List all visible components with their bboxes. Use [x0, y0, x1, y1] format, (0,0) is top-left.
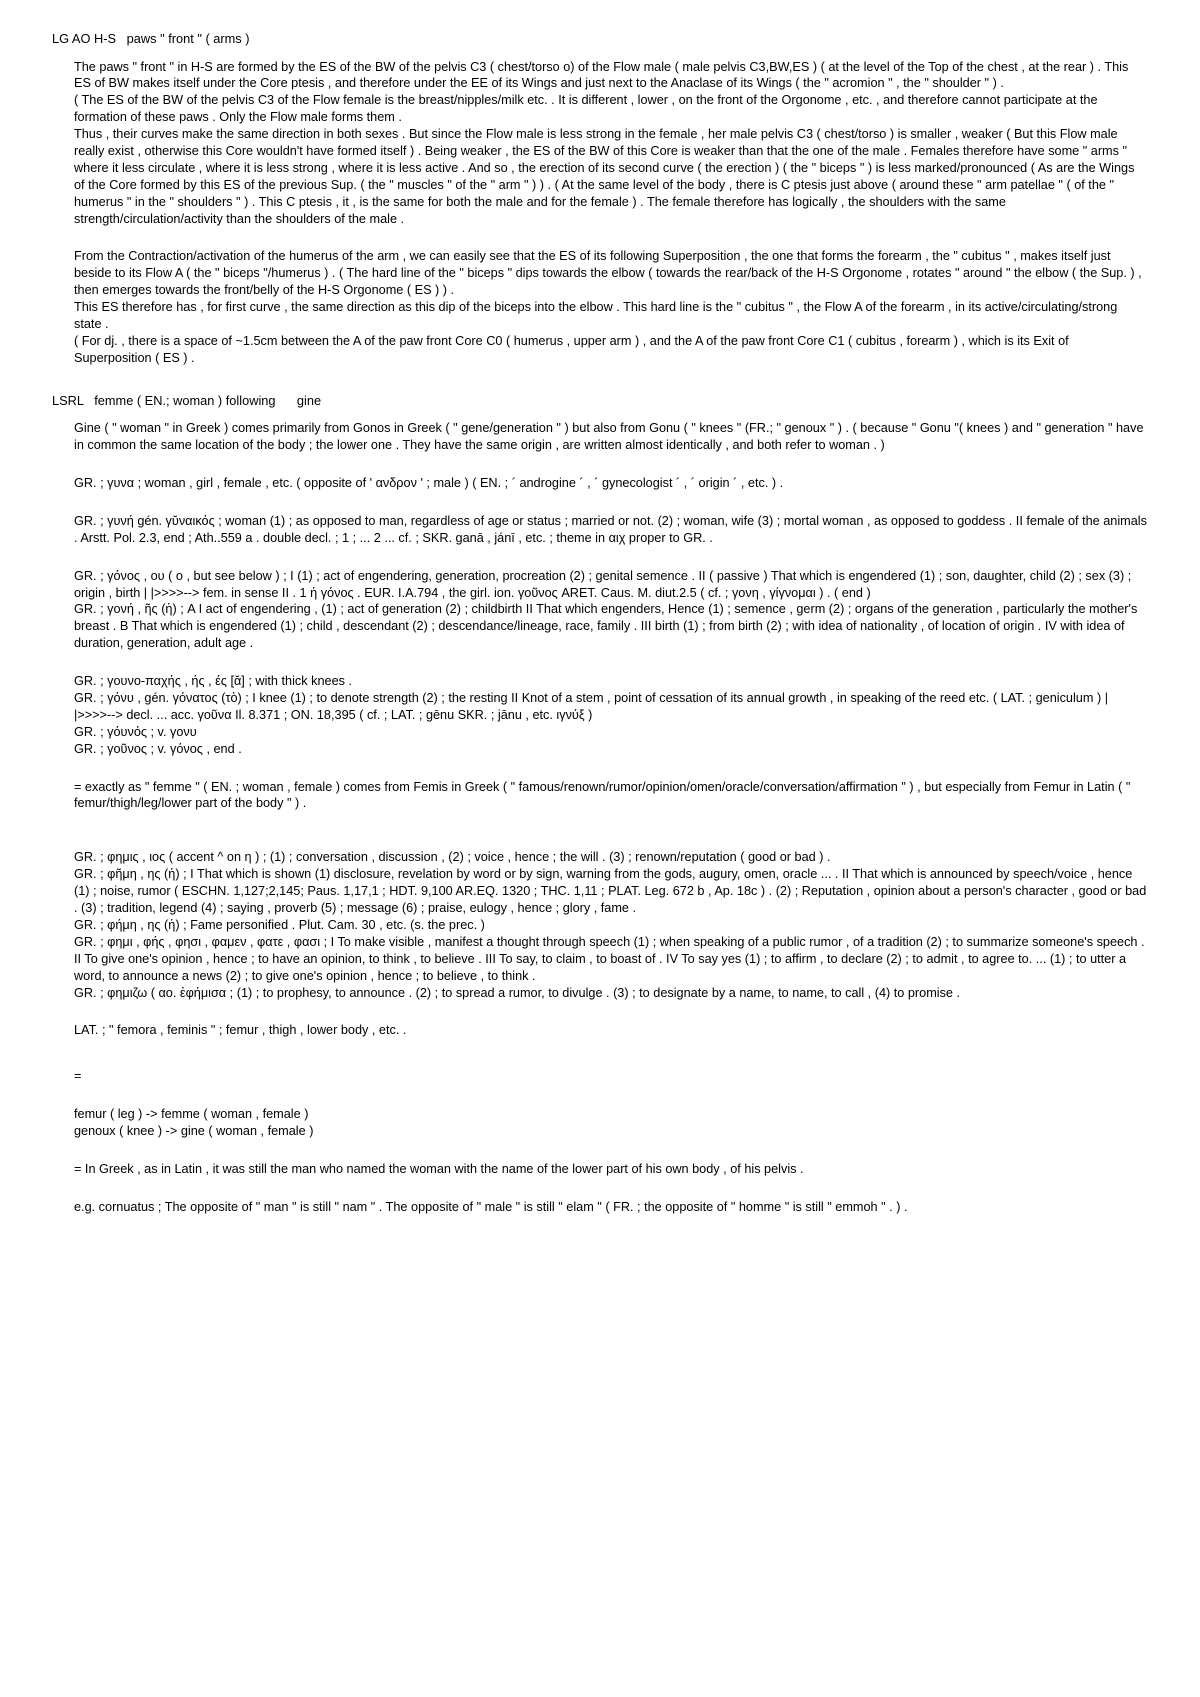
spacer — [52, 1189, 1148, 1199]
paragraph: Gine ( " woman " in Greek ) comes primarily from Gonos in Greek ( " gene/generation " ) but also from Gonu ( " knees " (FR.; " genoux " ) . ( because " Gonu "( knees ) and " generation " have in common the same location of the body ; the lower one . They have the same origin , are written almost identically , and both refer to woman . ) — [74, 421, 1144, 453]
document-section-femme — [52, 392, 1148, 1216]
paragraph: GR. ; γόυνός ; v. γονυ — [74, 724, 197, 739]
paragraph-group — [52, 1199, 1148, 1216]
paragraph-group — [52, 673, 1148, 757]
paragraph: From the Contraction/activation of the humerus of the arm , we can easily see that the ES of its following Superposition , the one that forms the forearm , the " cubitus " , makes itself just beside to its Flow A ( the " biceps "/humerus ) . ( The hard line of the " biceps " dips towards the elbow ( towards the rear/back of the H-S Orgonome , rotates " around " the elbow ( the Sup. ) , then emerges towards the front/belly of the H-S Orgonome ( ES ) ) . — [74, 249, 1142, 298]
document-section-arms — [52, 30, 1148, 367]
paragraph: GR. ; γυνή gén. γῠναικός ; woman (1) ; as opposed to man, regardless of age or status ; married or not. (2) ; woman, wife (3) ; mortal woman , as opposed to goddess . II female of the animals . Arstt. Pol. 2.3, end ; Ath..559 a . double decl. ; 1 ; ... 2 ... cf. ; SKR. ganā , jánī , etc. ; theme in αιχ proper to GR. . — [74, 513, 1147, 545]
spacer — [52, 1151, 1148, 1161]
spacer — [52, 769, 1148, 779]
paragraph: = In Greek , as in Latin , it was still the man who named the woman with the name of the lower part of his own body , of his pelvis . — [74, 1161, 804, 1176]
paragraph-group — [52, 513, 1148, 547]
paragraph-group — [52, 475, 1148, 492]
paragraph: GR. ; φήμη , ης (ἡ) ; Fame personified . Plut. Cam. 30 , etc. (s. the prec. ) — [74, 917, 485, 932]
paragraph-group — [52, 420, 1148, 454]
paragraph: This ES therefore has , for first curve , the same direction as this dip of the biceps into the elbow . This hard line is the " cubitus " , the Flow A of the forearm , in its active/circulating/strong state . — [74, 300, 1118, 332]
paragraph: Thus , their curves make the same direction in both sexes . But since the Flow male is less strong in the female , her male pelvis C3 ( chest/torso ) is smaller , weaker ( But this Flow male really exist , otherwise this Core wouldn't have formed itself ) . Being weaker , the ES of the BW of this Core is weaker than that the one of the male . Females therefore have some " arms " where it less circulate , where it is less strong , where it is less active . And so , the erection of its second curve ( the erection ) ( the " biceps " ) is less marked/pronounced ( As are the Wings of the Core formed by this ES of the previous Sup. ( the " muscles " of the " arm " ) ) . ( At the same level of the body , there is C ptesis just above ( around these " arm patellae " ( of the " humerus " in the " shoulders " ) . This C ptesis , it , is the same for both the male and for the female ) . The female therefore has logically , the shoulders with the same strength/circulation/activity than the shoulders of the male . — [74, 127, 1135, 226]
derivation-line: femur ( leg ) -> femme ( woman , female ) — [74, 1107, 309, 1122]
spacer — [52, 663, 1148, 673]
paragraph-group — [52, 849, 1148, 1001]
paragraph: GR. ; φημις , ιος ( accent ^ on η ) ; (1) ; conversation , discussion , (2) ; voice , hence ; the will . (3) ; renown/reputation ( good or bad ) . — [74, 850, 831, 865]
section-heading: LSRL femme ( EN.; woman ) following gine — [52, 392, 322, 408]
paragraph-group — [52, 568, 1148, 652]
paragraph: GR. ; γυνα ; woman , girl , female , etc. ( opposite of ' ανδρον ' ; male ) ( EN. ; ´ androgine ´ , ´ gynecologist ´ , ´ origin ´ , etc. ) . — [74, 476, 784, 491]
paragraph-group — [52, 248, 1148, 366]
paragraph-group — [52, 1068, 1148, 1085]
section-heading: LG AO H-S paws " front " ( arms ) — [52, 31, 250, 46]
spacer — [52, 1012, 1148, 1022]
paragraph: ( For dj. , there is a space of ~1.5cm between the A of the paw front Core C0 ( humerus , upper arm ) , and the A of the paw front Core C1 ( cubitus , forearm ) , which is its Exit of Superposition ( ES ) . — [74, 333, 1069, 365]
equals-marker: = — [74, 1069, 82, 1084]
paragraph-group — [52, 59, 1148, 228]
paragraph-group — [52, 1022, 1148, 1039]
spacer — [52, 1096, 1148, 1106]
paragraph: The paws " front " in H-S are formed by the ES of the BW of the pelvis C3 ( chest/torso o) of the Flow male ( male pelvis C3,BW,ES ) ( at the level of the Top of the chest , at the rear ) . This ES of BW makes itself under the Core ptesis , and therefore under the EE of its Wings and just next to the Anaclase of its Wings ( the " acromion " , the " shoulder " ) . — [74, 59, 1129, 91]
paragraph-group — [52, 779, 1148, 813]
paragraph: ( The ES of the BW of the pelvis C3 of the Flow female is the breast/nipples/milk etc. . It is different , lower , on the front of the Orgonome , etc. , and therefore cannot participate at the formation of these paws . Only the Flow male forms them . — [74, 93, 1098, 125]
derivation-group — [52, 1106, 1148, 1140]
paragraph: GR. ; γονή , ῆς (ἡ) ; A I act of engendering , (1) ; act of generation (2) ; childbirth II That which engenders, Hence (1) ; semence , germ (2) ; organs of the generation , particularly the mother's breast . B That which is engendered (1) ; child , descendant (2) ; descendance/lineage, race, family . III birth (1) ; from birth (2) ; with idea of nationality , of location of origin . IV with idea of duration, generation, adult age . — [74, 602, 1138, 651]
spacer — [52, 503, 1148, 513]
paragraph: GR. ; γουνο-παχής , ής , ές [ᾰ] ; with thick knees . — [74, 674, 353, 689]
paragraph: GR. ; φημιζω ( αο. ἐφήμισα ; (1) ; to prophesy, to announce . (2) ; to spread a rumor, to divulge . (3) ; to designate by a name, to name, to call , (4) to promise . — [74, 985, 961, 1000]
paragraph: GR. ; γόνος , ου ( ο , but see below ) ; I (1) ; act of engendering, generation, procreation (2) ; genital semence . II ( passive ) That which is engendered (1) ; son, daughter, child (2) ; sex (3) ; origin , birth | |>>>>--> fem. in sense II . 1 ἡ γόνος . EUR. I.A.794 , the girl. ion. γοῦνος ARET. Caus. M. diut.2.5 ( cf. ; γονη , γίγνομαι ) . ( end ) — [74, 568, 1132, 600]
paragraph: GR. ; γοῦνος ; v. γόνος , end . — [74, 741, 242, 756]
paragraph: GR. ; γόνυ , gén. γόνατος (τὸ) ; I knee (1) ; to denote strength (2) ; the resting II Knot of a stem , point of cessation of its annual growth , in speaking of the reed etc. ( LAT. ; geniculum ) | |>>>>--> decl. ... acc. γοῦνα Il. 8.371 ; ON. 18,395 ( cf. ; LAT. ; gēnu SKR. ; jānu , etc. ιγνύξ ) — [74, 691, 1108, 722]
spacer — [52, 378, 1148, 392]
paragraph: e.g. cornuatus ; The opposite of " man " is still " nam " . The opposite of " male " is still " elam " ( FR. ; the opposite of " homme " is still " emmoh " . ) . — [74, 1199, 908, 1214]
paragraph: = exactly as " femme " ( EN. ; woman , female ) comes from Femis in Greek ( " famous/renown/rumor/opinion/omen/oracle/conversation/affirmation " ) , but especially from Femur in Latin ( " femur/thigh/leg/lower part of the body " ) . — [74, 779, 1131, 811]
paragraph-group — [52, 1161, 1148, 1178]
spacer — [52, 1050, 1148, 1068]
paragraph: GR. ; φημι , φής , φησι , φαμεν , φατε , φασι ; I To make visible , manifest a thought through speech (1) ; when speaking of a public rumor , of a tradition (2) ; to summarize someone's speech . II To give one's opinion , hence ; to have an opinion, to think , to believe . III To say, to claim , to boast of . IV To say yes (1) ; to affirm , to declare (2) ; to admit , to agree to. ... (1) ; to utter a word, to announce a news (2) ; to give one's opinion , hence ; to believe , to think . — [74, 934, 1145, 983]
paragraph: GR. ; φῆμη , ης (ἡ) ; I That which is shown (1) disclosure, revelation by word or by sign, warning from the gods, augury, omen, oracle ... . II That which is announced by speech/voice , hence (1) ; noise, rumor ( ESCHN. 1,127;2,145; Paus. 1,17,1 ; HDT. 9,100 AR.EQ. 1320 ; THC. 1,11 ; PLAT. Leg. 672 b , Ap. 18c ) . (2) ; Reputation , opinion about a person's character , good or bad . (3) ; tradition, legend (4) ; saying , proverb (5) ; message (6) ; praise, eulogy , hence ; glory , fame . — [74, 867, 1147, 916]
paragraph: LAT. ; " femora , feminis " ; femur , thigh , lower body , etc. . — [74, 1023, 407, 1038]
spacer — [52, 238, 1148, 248]
spacer — [52, 558, 1148, 568]
derivation-line: genoux ( knee ) -> gine ( woman , female ) — [74, 1124, 314, 1139]
spacer — [52, 823, 1148, 849]
spacer — [52, 465, 1148, 475]
